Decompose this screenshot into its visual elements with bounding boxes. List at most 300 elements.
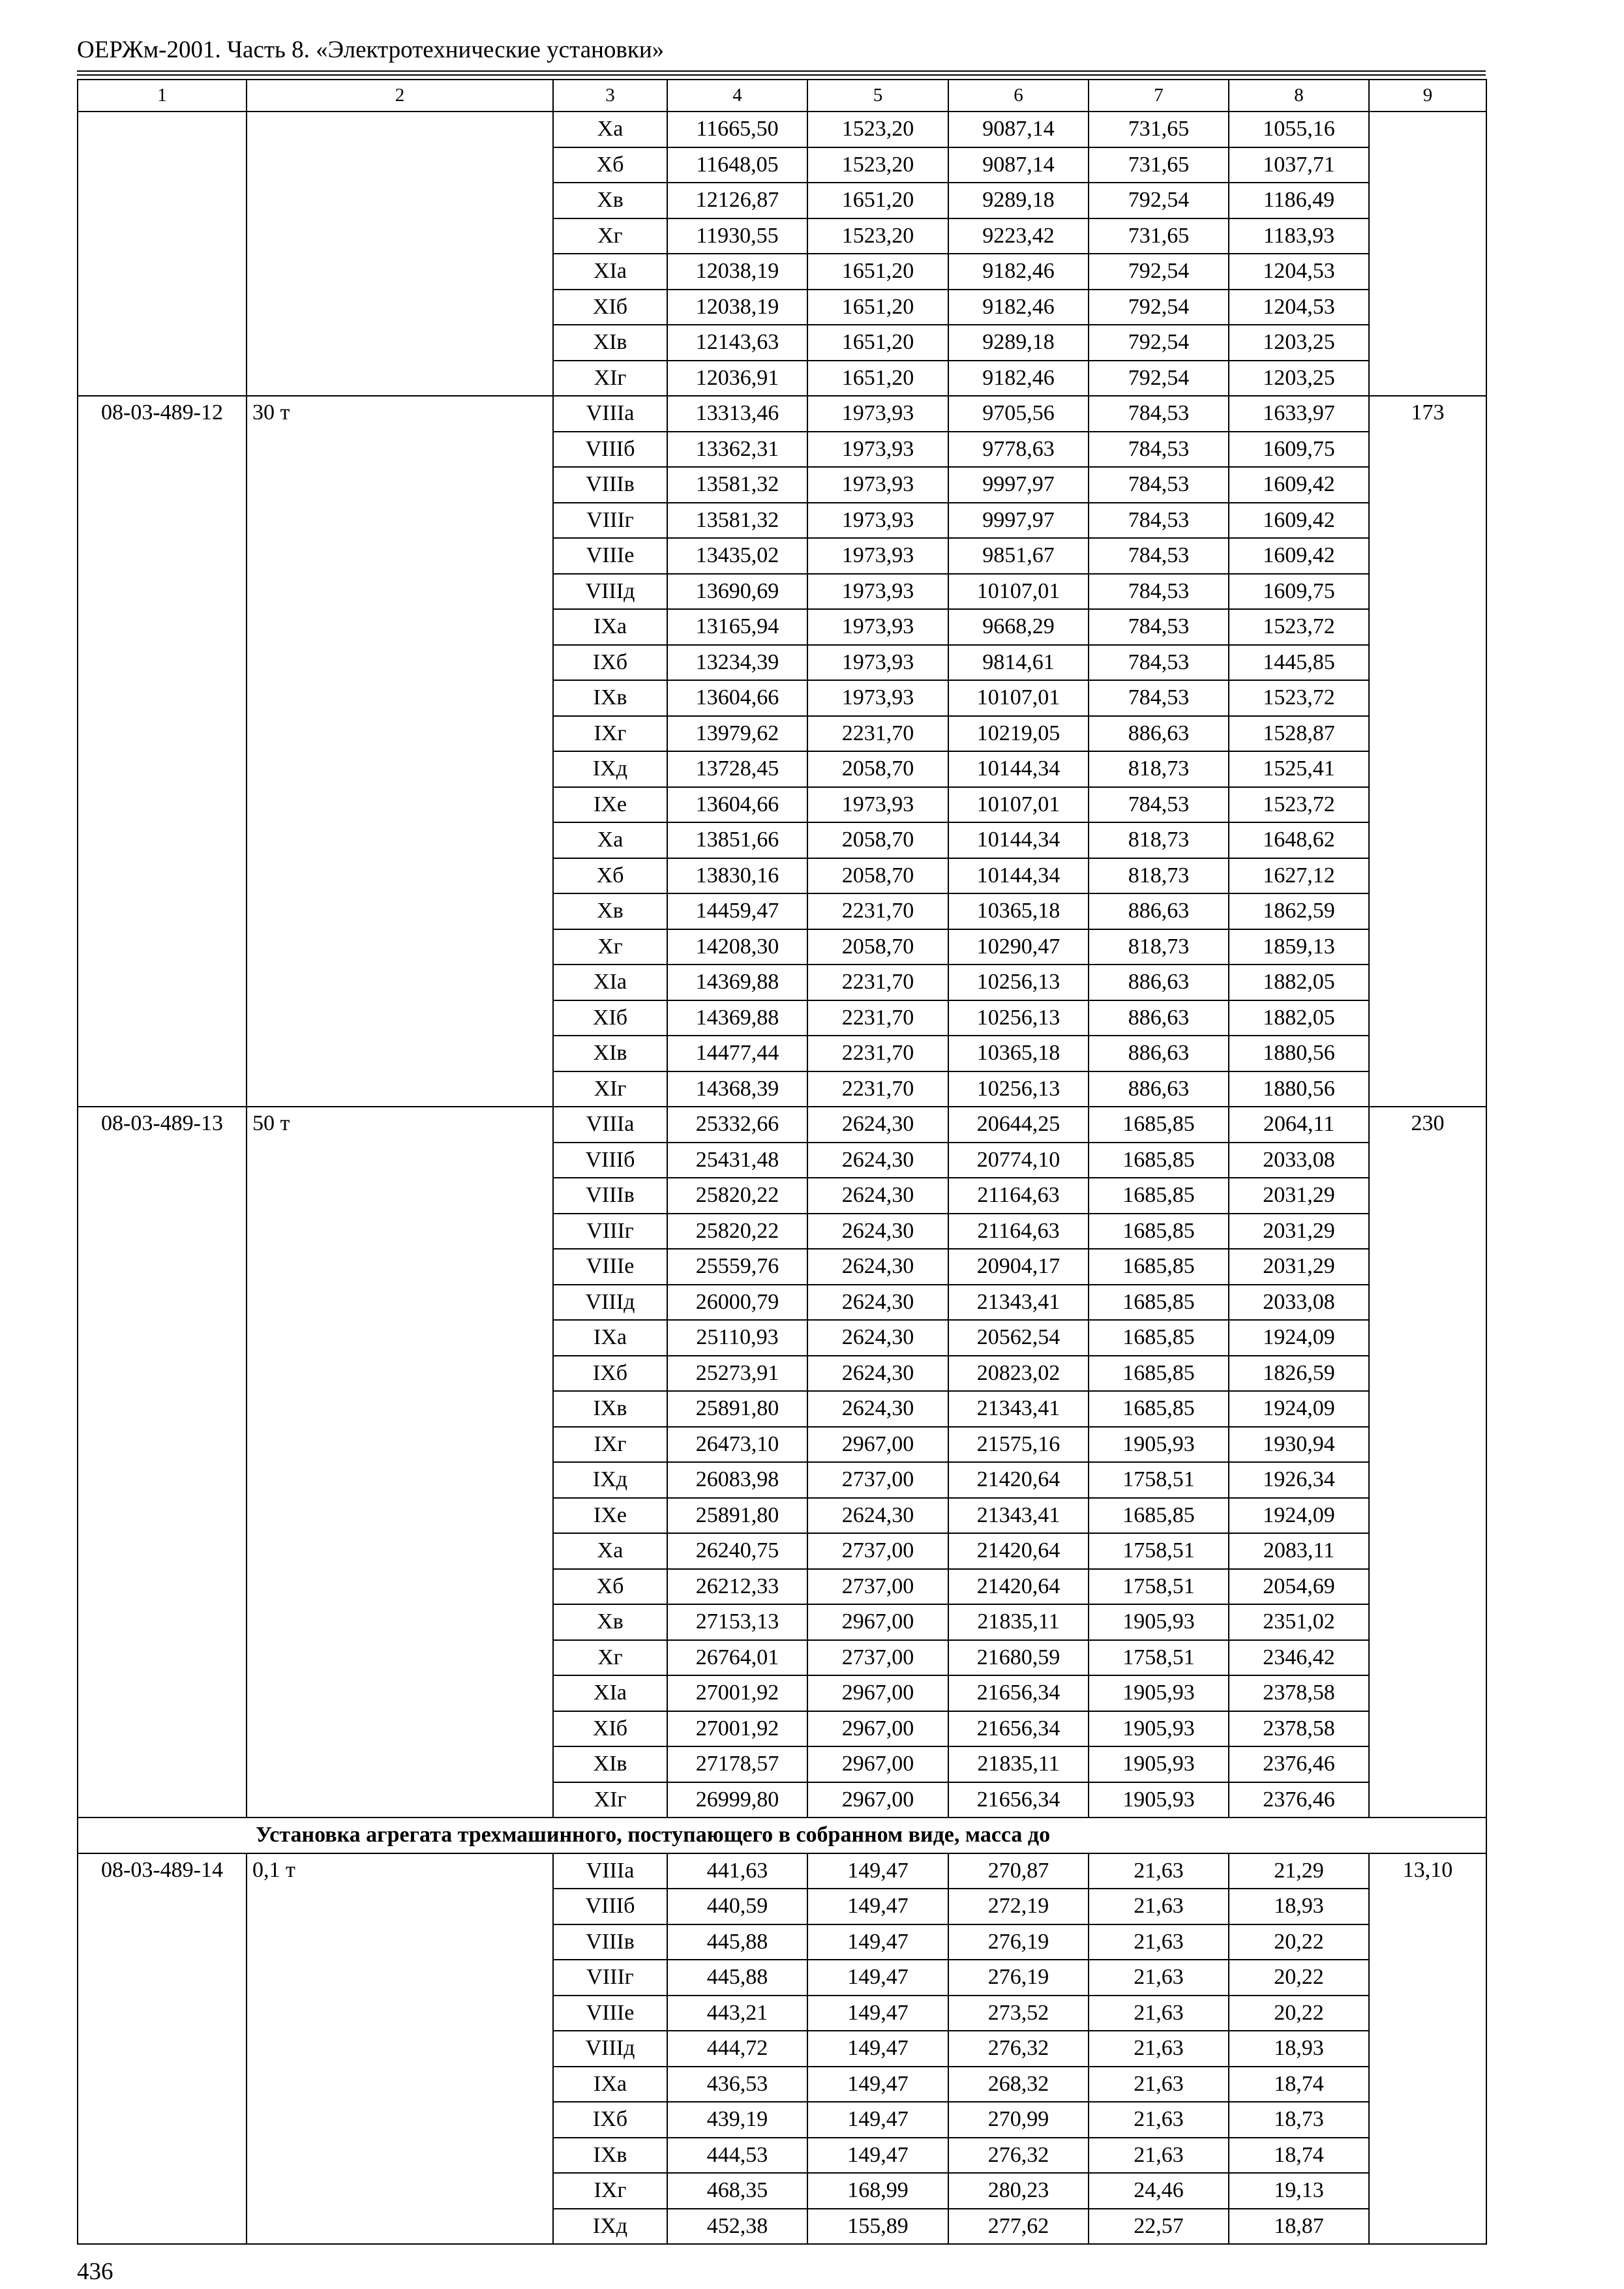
wages-cell: 2231,70: [807, 1000, 948, 1036]
machines-cell: 10144,34: [948, 822, 1089, 858]
wages-cell: 2737,00: [807, 1533, 948, 1569]
total-cell: 13851,66: [667, 822, 807, 858]
driver-wages-cell: 886,63: [1089, 965, 1229, 1000]
variant-cell: Xв: [553, 1604, 667, 1640]
column-number: 3: [553, 80, 667, 112]
total-cell: 443,21: [667, 1996, 807, 2031]
driver-wages-cell: 792,54: [1089, 325, 1229, 361]
machines-cell: 9997,97: [948, 467, 1089, 503]
total-cell: 14369,88: [667, 965, 807, 1000]
rate-description: 50 т: [247, 1107, 553, 1818]
materials-cell: 18,93: [1229, 1889, 1369, 1924]
column-number: 7: [1089, 80, 1229, 112]
machines-cell: 20562,54: [948, 1320, 1089, 1356]
driver-wages-cell: 784,53: [1089, 574, 1229, 610]
machines-cell: 9087,14: [948, 147, 1089, 183]
total-cell: 444,53: [667, 2138, 807, 2174]
variant-cell: IXг: [553, 716, 667, 752]
total-cell: 13830,16: [667, 858, 807, 894]
total-cell: 25431,48: [667, 1143, 807, 1178]
column-number: 6: [948, 80, 1089, 112]
materials-cell: 18,87: [1229, 2209, 1369, 2245]
variant-cell: VIIIв: [553, 1178, 667, 1214]
wages-cell: 1523,20: [807, 112, 948, 147]
variant-cell: VIIIe: [553, 538, 667, 574]
variant-cell: Xa: [553, 112, 667, 147]
total-cell: 13604,66: [667, 787, 807, 823]
variant-cell: IXв: [553, 1391, 667, 1427]
variant-cell: XIг: [553, 1782, 667, 1818]
materials-cell: 2031,29: [1229, 1214, 1369, 1249]
wages-cell: 168,99: [807, 2173, 948, 2209]
variant-cell: IXa: [553, 2067, 667, 2102]
driver-wages-cell: 1685,85: [1089, 1391, 1229, 1427]
materials-cell: 20,22: [1229, 1960, 1369, 1996]
machines-cell: 9997,97: [948, 503, 1089, 539]
machines-cell: 21343,41: [948, 1285, 1089, 1321]
machines-cell: 280,23: [948, 2173, 1089, 2209]
machines-cell: 10365,18: [948, 893, 1089, 929]
driver-wages-cell: 1905,93: [1089, 1604, 1229, 1640]
machines-cell: 9223,42: [948, 218, 1089, 254]
materials-cell: 20,22: [1229, 1996, 1369, 2031]
machines-cell: 10219,05: [948, 716, 1089, 752]
labor-cost: 230: [1369, 1107, 1486, 1818]
materials-cell: 1609,42: [1229, 503, 1369, 539]
machines-cell: 10365,18: [948, 1036, 1089, 1071]
driver-wages-cell: 792,54: [1089, 290, 1229, 325]
column-number: 5: [807, 80, 948, 112]
machines-cell: 9289,18: [948, 325, 1089, 361]
wages-cell: 2058,70: [807, 929, 948, 965]
materials-cell: 2346,42: [1229, 1640, 1369, 1676]
wages-cell: 1651,20: [807, 361, 948, 396]
driver-wages-cell: 1758,51: [1089, 1640, 1229, 1676]
driver-wages-cell: 1685,85: [1089, 1356, 1229, 1392]
driver-wages-cell: 784,53: [1089, 609, 1229, 645]
materials-cell: 1882,05: [1229, 1000, 1369, 1036]
variant-cell: XIa: [553, 254, 667, 290]
wages-cell: 2058,70: [807, 751, 948, 787]
total-cell: 13604,66: [667, 680, 807, 716]
driver-wages-cell: 21,63: [1089, 1924, 1229, 1960]
materials-cell: 1525,41: [1229, 751, 1369, 787]
total-cell: 13728,45: [667, 751, 807, 787]
total-cell: 26212,33: [667, 1569, 807, 1605]
wages-cell: 2737,00: [807, 1640, 948, 1676]
variant-cell: VIIIг: [553, 1214, 667, 1249]
total-cell: 12038,19: [667, 290, 807, 325]
total-cell: 13234,39: [667, 645, 807, 681]
driver-wages-cell: 21,63: [1089, 1853, 1229, 1889]
total-cell: 445,88: [667, 1924, 807, 1960]
table-row: [78, 1853, 1486, 1889]
materials-cell: 18,93: [1229, 2031, 1369, 2067]
variant-cell: VIIIa: [553, 1107, 667, 1143]
materials-cell: 2378,58: [1229, 1675, 1369, 1711]
driver-wages-cell: 1905,93: [1089, 1746, 1229, 1782]
variant-cell: Xб: [553, 1569, 667, 1605]
wages-cell: 2624,30: [807, 1178, 948, 1214]
column-number: 8: [1229, 80, 1369, 112]
machines-cell: 276,19: [948, 1924, 1089, 1960]
driver-wages-cell: 784,53: [1089, 787, 1229, 823]
driver-wages-cell: 1685,85: [1089, 1214, 1229, 1249]
header-rule-top: [77, 70, 1486, 72]
machines-cell: 21835,11: [948, 1604, 1089, 1640]
variant-cell: IXд: [553, 1462, 667, 1498]
variant-cell: XIг: [553, 361, 667, 396]
labor-cost: 173: [1369, 396, 1486, 1107]
variant-cell: Xв: [553, 183, 667, 218]
labor-cost: 13,10: [1369, 1853, 1486, 2245]
materials-cell: 18,74: [1229, 2138, 1369, 2174]
column-number: 9: [1369, 80, 1486, 112]
driver-wages-cell: 818,73: [1089, 751, 1229, 787]
variant-cell: VIIIб: [553, 432, 667, 468]
driver-wages-cell: 886,63: [1089, 1036, 1229, 1071]
materials-cell: 1186,49: [1229, 183, 1369, 218]
driver-wages-cell: 21,63: [1089, 2031, 1229, 2067]
materials-cell: 1880,56: [1229, 1036, 1369, 1071]
materials-cell: 1204,53: [1229, 254, 1369, 290]
wages-cell: 2967,00: [807, 1675, 948, 1711]
wages-cell: 2058,70: [807, 822, 948, 858]
variant-cell: XIб: [553, 290, 667, 325]
variant-cell: VIIIa: [553, 396, 667, 432]
wages-cell: 2231,70: [807, 716, 948, 752]
wages-cell: 1651,20: [807, 254, 948, 290]
wages-cell: 1973,93: [807, 680, 948, 716]
materials-cell: 2083,11: [1229, 1533, 1369, 1569]
materials-cell: 1609,42: [1229, 467, 1369, 503]
driver-wages-cell: 21,63: [1089, 2138, 1229, 2174]
machines-cell: 276,19: [948, 1960, 1089, 1996]
machines-cell: 270,99: [948, 2102, 1089, 2138]
wages-cell: 149,47: [807, 2031, 948, 2067]
total-cell: 12036,91: [667, 361, 807, 396]
total-cell: 436,53: [667, 2067, 807, 2102]
wages-cell: 2624,30: [807, 1285, 948, 1321]
wages-cell: 2624,30: [807, 1498, 948, 1534]
driver-wages-cell: 1685,85: [1089, 1249, 1229, 1285]
total-cell: 452,38: [667, 2209, 807, 2245]
total-cell: 11665,50: [667, 112, 807, 147]
variant-cell: IXe: [553, 787, 667, 823]
materials-cell: 1523,72: [1229, 680, 1369, 716]
driver-wages-cell: 886,63: [1089, 1000, 1229, 1036]
driver-wages-cell: 21,63: [1089, 1960, 1229, 1996]
driver-wages-cell: 818,73: [1089, 929, 1229, 965]
machines-cell: 9182,46: [948, 290, 1089, 325]
column-number: 1: [78, 80, 247, 112]
total-cell: 27178,57: [667, 1746, 807, 1782]
driver-wages-cell: 24,46: [1089, 2173, 1229, 2209]
total-cell: 13581,32: [667, 503, 807, 539]
total-cell: 14369,88: [667, 1000, 807, 1036]
rate-code: 08-03-489-13: [78, 1107, 247, 1818]
column-number: 2: [247, 80, 553, 112]
machines-cell: 268,32: [948, 2067, 1089, 2102]
wages-cell: 149,47: [807, 1889, 948, 1924]
variant-cell: Xг: [553, 218, 667, 254]
machines-cell: 21343,41: [948, 1391, 1089, 1427]
machines-cell: 21835,11: [948, 1746, 1089, 1782]
materials-cell: 2031,29: [1229, 1249, 1369, 1285]
driver-wages-cell: 1685,85: [1089, 1498, 1229, 1534]
driver-wages-cell: 1905,93: [1089, 1675, 1229, 1711]
total-cell: 12126,87: [667, 183, 807, 218]
materials-cell: 1926,34: [1229, 1462, 1369, 1498]
machines-cell: 21420,64: [948, 1533, 1089, 1569]
table-row: [78, 1107, 1486, 1143]
driver-wages-cell: 731,65: [1089, 218, 1229, 254]
materials-cell: 1627,12: [1229, 858, 1369, 894]
variant-cell: Xв: [553, 893, 667, 929]
machines-cell: 9182,46: [948, 254, 1089, 290]
driver-wages-cell: 1758,51: [1089, 1533, 1229, 1569]
machines-cell: 21164,63: [948, 1214, 1089, 1249]
variant-cell: IXд: [553, 2209, 667, 2245]
machines-cell: 21656,34: [948, 1782, 1089, 1818]
materials-cell: 1882,05: [1229, 965, 1369, 1000]
machines-cell: 9814,61: [948, 645, 1089, 681]
variant-cell: Xa: [553, 822, 667, 858]
wages-cell: 2231,70: [807, 1036, 948, 1071]
machines-cell: 21420,64: [948, 1462, 1089, 1498]
table-row: [78, 112, 1486, 147]
machines-cell: 10290,47: [948, 929, 1089, 965]
wages-cell: 2737,00: [807, 1569, 948, 1605]
driver-wages-cell: 886,63: [1089, 1071, 1229, 1107]
materials-cell: 1924,09: [1229, 1498, 1369, 1534]
wages-cell: 149,47: [807, 1924, 948, 1960]
header-rule-bottom: [77, 74, 1486, 76]
materials-cell: 2376,46: [1229, 1782, 1369, 1818]
driver-wages-cell: 1685,85: [1089, 1178, 1229, 1214]
machines-cell: 10256,13: [948, 1000, 1089, 1036]
wages-cell: 2967,00: [807, 1746, 948, 1782]
driver-wages-cell: 1905,93: [1089, 1711, 1229, 1747]
driver-wages-cell: 21,63: [1089, 1996, 1229, 2031]
variant-cell: IXa: [553, 1320, 667, 1356]
materials-cell: 1528,87: [1229, 716, 1369, 752]
variant-cell: XIб: [553, 1000, 667, 1036]
materials-cell: 1037,71: [1229, 147, 1369, 183]
variant-cell: Xa: [553, 1533, 667, 1569]
wages-cell: 2231,70: [807, 893, 948, 929]
total-cell: 26999,80: [667, 1782, 807, 1818]
driver-wages-cell: 1685,85: [1089, 1107, 1229, 1143]
total-cell: 26764,01: [667, 1640, 807, 1676]
total-cell: 25820,22: [667, 1178, 807, 1214]
driver-wages-cell: 784,53: [1089, 396, 1229, 432]
total-cell: 440,59: [667, 1889, 807, 1924]
wages-cell: 1523,20: [807, 147, 948, 183]
variant-cell: VIIIб: [553, 1889, 667, 1924]
machines-cell: 10107,01: [948, 574, 1089, 610]
variant-cell: XIa: [553, 1675, 667, 1711]
driver-wages-cell: 1758,51: [1089, 1462, 1229, 1498]
wages-cell: 2967,00: [807, 1711, 948, 1747]
machines-cell: 10107,01: [948, 680, 1089, 716]
variant-cell: IXг: [553, 1427, 667, 1463]
wages-cell: 2624,30: [807, 1391, 948, 1427]
materials-cell: 1203,25: [1229, 325, 1369, 361]
machines-cell: 9851,67: [948, 538, 1089, 574]
variant-cell: IXв: [553, 680, 667, 716]
total-cell: 25273,91: [667, 1356, 807, 1392]
total-cell: 13165,94: [667, 609, 807, 645]
driver-wages-cell: 22,57: [1089, 2209, 1229, 2245]
total-cell: 27001,92: [667, 1711, 807, 1747]
machines-cell: 20644,25: [948, 1107, 1089, 1143]
driver-wages-cell: 731,65: [1089, 112, 1229, 147]
driver-wages-cell: 886,63: [1089, 893, 1229, 929]
variant-cell: VIIIд: [553, 1285, 667, 1321]
machines-cell: 10107,01: [948, 787, 1089, 823]
materials-cell: 2033,08: [1229, 1143, 1369, 1178]
wages-cell: 2624,30: [807, 1320, 948, 1356]
wages-cell: 149,47: [807, 2067, 948, 2102]
wages-cell: 1973,93: [807, 787, 948, 823]
wages-cell: 2967,00: [807, 1782, 948, 1818]
machines-cell: 277,62: [948, 2209, 1089, 2245]
wages-cell: 1523,20: [807, 218, 948, 254]
total-cell: 13690,69: [667, 574, 807, 610]
machines-cell: 272,19: [948, 1889, 1089, 1924]
total-cell: 14477,44: [667, 1036, 807, 1071]
driver-wages-cell: 792,54: [1089, 254, 1229, 290]
machines-cell: 21680,59: [948, 1640, 1089, 1676]
machines-cell: 10144,34: [948, 751, 1089, 787]
variant-cell: IXв: [553, 2138, 667, 2174]
rate-description: 30 т: [247, 396, 553, 1107]
total-cell: 26473,10: [667, 1427, 807, 1463]
rate-description: [247, 112, 553, 396]
wages-cell: 1651,20: [807, 325, 948, 361]
variant-cell: XIг: [553, 1071, 667, 1107]
driver-wages-cell: 21,63: [1089, 2102, 1229, 2138]
total-cell: 445,88: [667, 1960, 807, 1996]
materials-cell: 1523,72: [1229, 787, 1369, 823]
total-cell: 14459,47: [667, 893, 807, 929]
wages-cell: 155,89: [807, 2209, 948, 2245]
machines-cell: 10256,13: [948, 1071, 1089, 1107]
total-cell: 468,35: [667, 2173, 807, 2209]
machines-cell: 9087,14: [948, 112, 1089, 147]
materials-cell: 18,74: [1229, 2067, 1369, 2102]
machines-cell: 21343,41: [948, 1498, 1089, 1534]
variant-cell: IXб: [553, 1356, 667, 1392]
wages-cell: 149,47: [807, 1960, 948, 1996]
total-cell: 11648,05: [667, 147, 807, 183]
wages-cell: 1651,20: [807, 290, 948, 325]
total-cell: 27153,13: [667, 1604, 807, 1640]
driver-wages-cell: 21,63: [1089, 2067, 1229, 2102]
total-cell: 25891,80: [667, 1498, 807, 1534]
machines-cell: 21420,64: [948, 1569, 1089, 1605]
driver-wages-cell: 1685,85: [1089, 1143, 1229, 1178]
materials-cell: 2378,58: [1229, 1711, 1369, 1747]
variant-cell: IXб: [553, 645, 667, 681]
total-cell: 25110,93: [667, 1320, 807, 1356]
total-cell: 14368,39: [667, 1071, 807, 1107]
machines-cell: 273,52: [948, 1996, 1089, 2031]
variant-cell: VIIIб: [553, 1143, 667, 1178]
total-cell: 13313,46: [667, 396, 807, 432]
machines-cell: 9668,29: [948, 609, 1089, 645]
materials-cell: 1609,75: [1229, 574, 1369, 610]
wages-cell: 2624,30: [807, 1143, 948, 1178]
total-cell: 13979,62: [667, 716, 807, 752]
table-body: [78, 80, 1486, 2244]
materials-cell: 2031,29: [1229, 1178, 1369, 1214]
page-header: ОЕРЖм-2001. Часть 8. «Электротехнические установки»: [77, 37, 665, 63]
driver-wages-cell: 818,73: [1089, 858, 1229, 894]
materials-cell: 1930,94: [1229, 1427, 1369, 1463]
total-cell: 13581,32: [667, 467, 807, 503]
variant-cell: Xб: [553, 858, 667, 894]
wages-cell: 1973,93: [807, 574, 948, 610]
machines-cell: 21575,16: [948, 1427, 1089, 1463]
driver-wages-cell: 818,73: [1089, 822, 1229, 858]
variant-cell: VIIIд: [553, 574, 667, 610]
rate-code: 08-03-489-14: [78, 1853, 247, 2245]
total-cell: 14208,30: [667, 929, 807, 965]
rate-code: [78, 112, 247, 396]
machines-cell: 20904,17: [948, 1249, 1089, 1285]
column-number: 4: [667, 80, 807, 112]
wages-cell: 2231,70: [807, 965, 948, 1000]
total-cell: 26000,79: [667, 1285, 807, 1321]
variant-cell: Xб: [553, 147, 667, 183]
materials-cell: 1183,93: [1229, 218, 1369, 254]
materials-cell: 1203,25: [1229, 361, 1369, 396]
total-cell: 25891,80: [667, 1391, 807, 1427]
materials-cell: 1648,62: [1229, 822, 1369, 858]
variant-cell: VIIIг: [553, 1960, 667, 1996]
wages-cell: 2624,30: [807, 1214, 948, 1249]
wages-cell: 149,47: [807, 2138, 948, 2174]
variant-cell: IXб: [553, 2102, 667, 2138]
variant-cell: Xг: [553, 929, 667, 965]
variant-cell: VIIIe: [553, 1996, 667, 2031]
wages-cell: 2058,70: [807, 858, 948, 894]
materials-cell: 1445,85: [1229, 645, 1369, 681]
materials-cell: 2376,46: [1229, 1746, 1369, 1782]
wages-cell: 1973,93: [807, 538, 948, 574]
total-cell: 26083,98: [667, 1462, 807, 1498]
driver-wages-cell: 784,53: [1089, 680, 1229, 716]
section-title: Установка агрегата трехмашинного, поступающего в собранном виде, масса до: [78, 1818, 1486, 1853]
driver-wages-cell: 21,63: [1089, 1889, 1229, 1924]
materials-cell: 1609,75: [1229, 432, 1369, 468]
total-cell: 25332,66: [667, 1107, 807, 1143]
variant-cell: IXд: [553, 751, 667, 787]
materials-cell: 18,73: [1229, 2102, 1369, 2138]
total-cell: 13362,31: [667, 432, 807, 468]
materials-cell: 1924,09: [1229, 1320, 1369, 1356]
driver-wages-cell: 784,53: [1089, 432, 1229, 468]
driver-wages-cell: 784,53: [1089, 503, 1229, 539]
driver-wages-cell: 784,53: [1089, 467, 1229, 503]
wages-cell: 1973,93: [807, 432, 948, 468]
materials-cell: 1523,72: [1229, 609, 1369, 645]
materials-cell: 1055,16: [1229, 112, 1369, 147]
variant-cell: IXг: [553, 2173, 667, 2209]
total-cell: 12143,63: [667, 325, 807, 361]
